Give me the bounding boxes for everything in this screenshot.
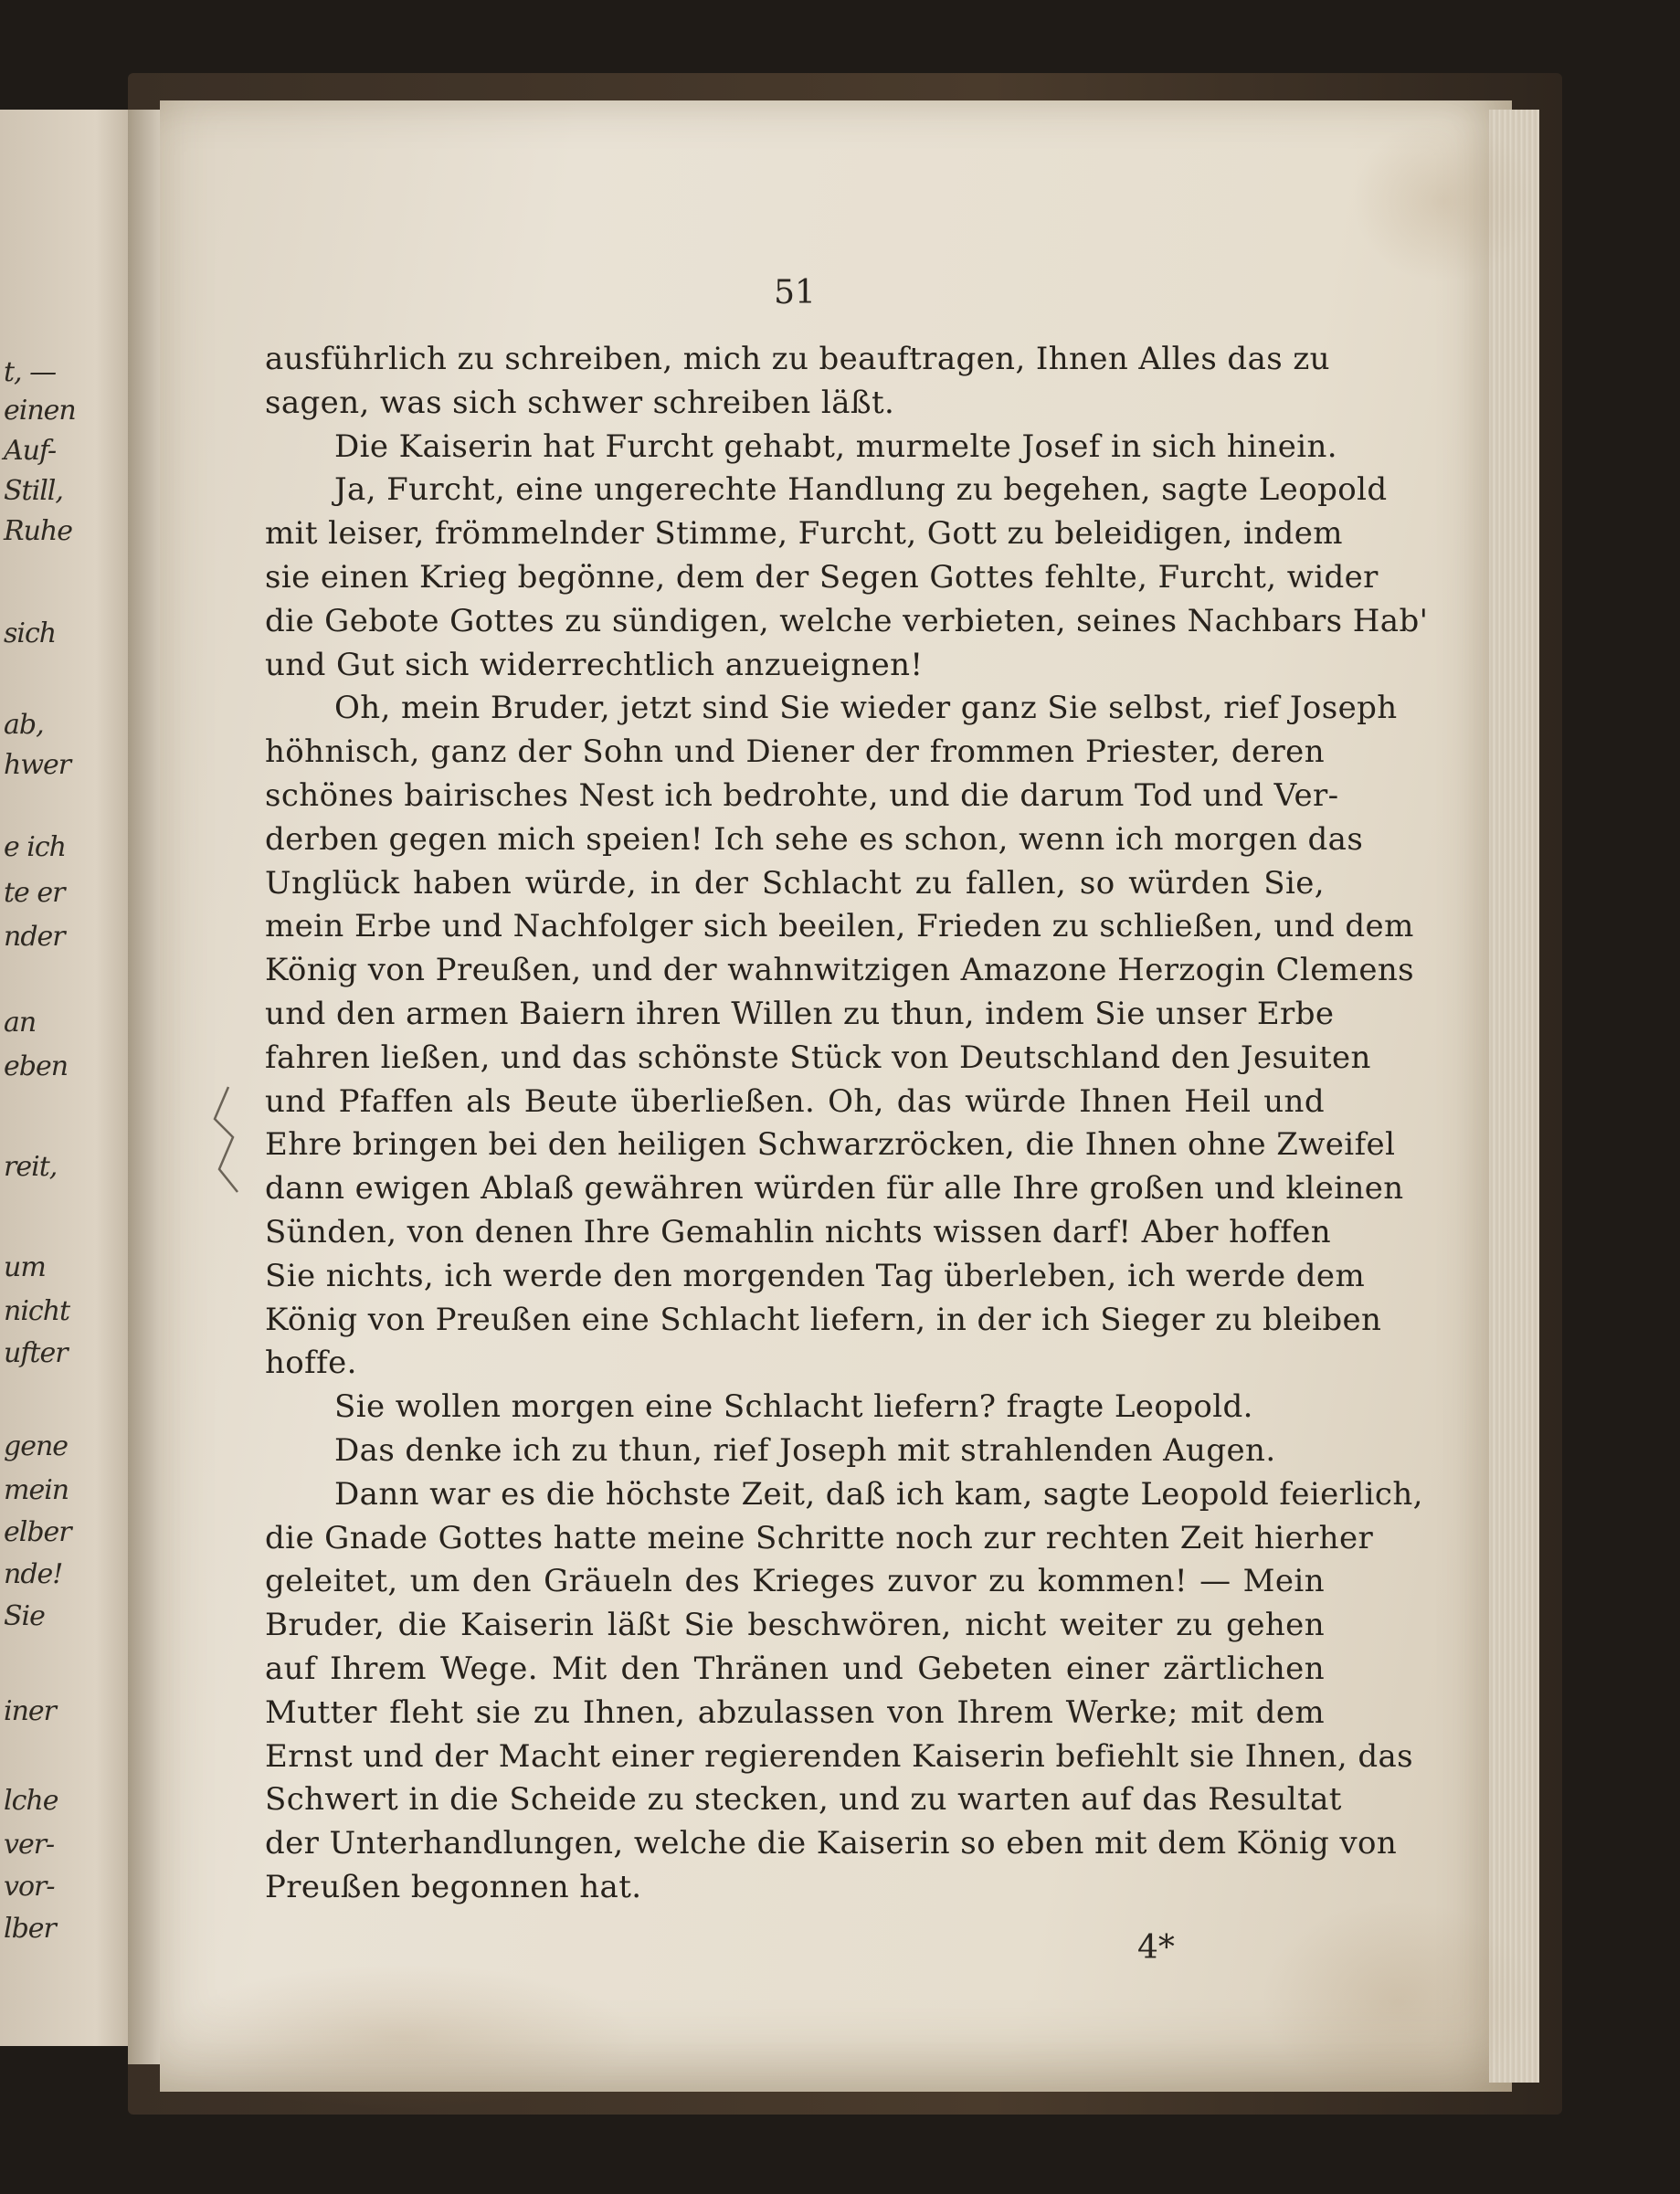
left-page-fragment: iner (4, 1695, 57, 1727)
text-line: hoffe. (265, 1345, 357, 1382)
text-line: Ja, Furcht, eine ungerechte Handlung zu begehen, sagte Leopold (334, 471, 1388, 509)
pencil-margin-mark (196, 1082, 260, 1210)
text-line: schönes bairisches Nest ich bedrohte, und die darum Tod und Ver- (265, 776, 1339, 814)
left-page-fragment: Ruhe (4, 515, 72, 547)
left-page-fragment: eben (4, 1050, 69, 1082)
left-page-fragment: nicht (4, 1295, 70, 1327)
text-line: Das denke ich zu thun, rief Joseph mit strahlenden Augen. (334, 1431, 1276, 1469)
text-line: Sünden, von denen Ihre Gemahlin nichts wissen darf! Aber hoffen (265, 1213, 1332, 1250)
left-page-fragment: te er (4, 877, 65, 909)
text-line: Dann war es die höchste Zeit, daß ich kam, sagte Leopold feierlich, (334, 1475, 1423, 1513)
text-line: und Gut sich widerrechtlich anzueignen! (265, 646, 924, 683)
left-page-fragment: elber (4, 1516, 71, 1548)
text-line: mein Erbe und Nachfolger sich beeilen, Frieden zu schließen, und dem (265, 908, 1414, 945)
paper-stain (1352, 119, 1535, 283)
text-line: Sie nichts, ich werde den morgenden Tag überleben, ich werde dem (265, 1257, 1366, 1294)
left-page-fragment: Auf- (4, 435, 57, 467)
left-page-fragment: an (4, 1007, 37, 1039)
left-page-fragment: hwer (4, 749, 71, 781)
text-line: Schwert in die Scheide zu stecken, und zu warten auf das Resultat (265, 1781, 1342, 1819)
text-line: Ernst und der Macht einer regierenden Kaiserin befiehlt sie Ihnen, das (265, 1737, 1414, 1775)
text-line: die Gebote Gottes zu sündigen, welche verbieten, seines Nachbars Hab' (265, 602, 1429, 639)
left-page-fragment: nde! (4, 1558, 63, 1590)
text-line: derben gegen mich speien! Ich sehe es schon, wenn ich morgen das (265, 820, 1364, 858)
left-page-fragment: vor- (4, 1871, 55, 1903)
paper-stain (1261, 1900, 1535, 2101)
text-line: und Pfaffen als Beute überließen. Oh, das würde Ihnen Heil und (265, 1082, 1325, 1120)
page-edge (1489, 110, 1539, 2083)
left-page-fragment: nder (4, 921, 65, 953)
text-line: fahren ließen, und das schönste Stück von Deutschland den Jesuiten (265, 1039, 1371, 1076)
left-page-fragment: sich (4, 617, 57, 649)
text-line: und den armen Baiern ihren Willen zu thun, indem Sie unser Erbe (265, 995, 1335, 1032)
left-page-fragment: reit, (4, 1151, 58, 1183)
text-line: ausführlich zu schreiben, mich zu beauftragen, Ihnen Alles das zu (265, 341, 1330, 377)
signature-mark: 4* (1137, 1929, 1175, 1967)
text-line: sagen, was sich schwer schreiben läßt. (265, 384, 895, 421)
text-line: die Gnade Gottes hatte meine Schritte noch zur rechten Zeit hierher (265, 1519, 1374, 1556)
left-page-fragment: ab, (4, 709, 44, 741)
left-page-fragment: Sie (4, 1600, 45, 1632)
book-gutter (128, 110, 164, 2064)
left-page-fragment: e ich (4, 831, 67, 863)
text-line: sie einen Krieg begönne, dem der Segen Gottes fehlte, Furcht, wider (265, 558, 1379, 596)
text-line: König von Preußen eine Schlacht liefern, in der ich Sieger zu bleiben (265, 1301, 1382, 1338)
left-page-fragment: lche (4, 1785, 58, 1817)
left-page-fragment: einen (4, 395, 76, 427)
text-line: höhnisch, ganz der Sohn und Diener der frommen Priester, deren (265, 733, 1325, 771)
left-page-fragment: um (4, 1251, 46, 1283)
left-page-fragment: ufter (4, 1337, 68, 1369)
text-line: mit leiser, frömmelnder Stimme, Furcht, Gott zu beleidigen, indem (265, 515, 1343, 553)
left-page-fragment: mein (4, 1474, 69, 1506)
left-page-fragment: Still, (4, 475, 63, 507)
body-text (265, 338, 1429, 1910)
left-page (0, 110, 137, 2046)
text-line: dann ewigen Ablaß gewähren würden für alle Ihre großen und kleinen (265, 1170, 1404, 1208)
paper-stain (164, 1964, 639, 2110)
page-number: 51 (774, 274, 816, 311)
text-line: Mutter fleht sie zu Ihnen, abzulassen von Ihrem Werke; mit dem (265, 1693, 1325, 1731)
left-page-fragment: ver- (4, 1829, 55, 1861)
left-page-fragment: gene (4, 1430, 69, 1462)
text-line: Unglück haben würde, in der Schlacht zu fallen, so würden Sie, (265, 864, 1325, 902)
text-line: der Unterhandlungen, welche die Kaiserin so eben mit dem König von (265, 1825, 1398, 1862)
text-line: König von Preußen, und der wahnwitzigen Amazone Herzogin Clemens (265, 952, 1415, 989)
text-line: Bruder, die Kaiserin läßt Sie beschwören, nicht weiter zu gehen (265, 1607, 1325, 1644)
text-line: auf Ihrem Wege. Mit den Thränen und Gebeten einer zärtlichen (265, 1650, 1325, 1687)
text-line: Die Kaiserin hat Furcht gehabt, murmelte Josef in sich hinein. (334, 427, 1337, 465)
left-page-fragment: lber (4, 1913, 56, 1945)
text-line: Preußen begonnen hat. (265, 1868, 642, 1905)
left-page-fragment: t, — (4, 356, 57, 388)
text-line: geleitet, um den Gräueln des Krieges zuvor zu kommen! — Mein (265, 1563, 1325, 1600)
text-line: Sie wollen morgen eine Schlacht liefern? fragte Leopold. (334, 1388, 1253, 1426)
text-line: Oh, mein Bruder, jetzt sind Sie wieder ganz Sie selbst, rief Joseph (334, 690, 1398, 727)
text-line: Ehre bringen bei den heiligen Schwarzröcken, die Ihnen ohne Zweifel (265, 1126, 1396, 1164)
